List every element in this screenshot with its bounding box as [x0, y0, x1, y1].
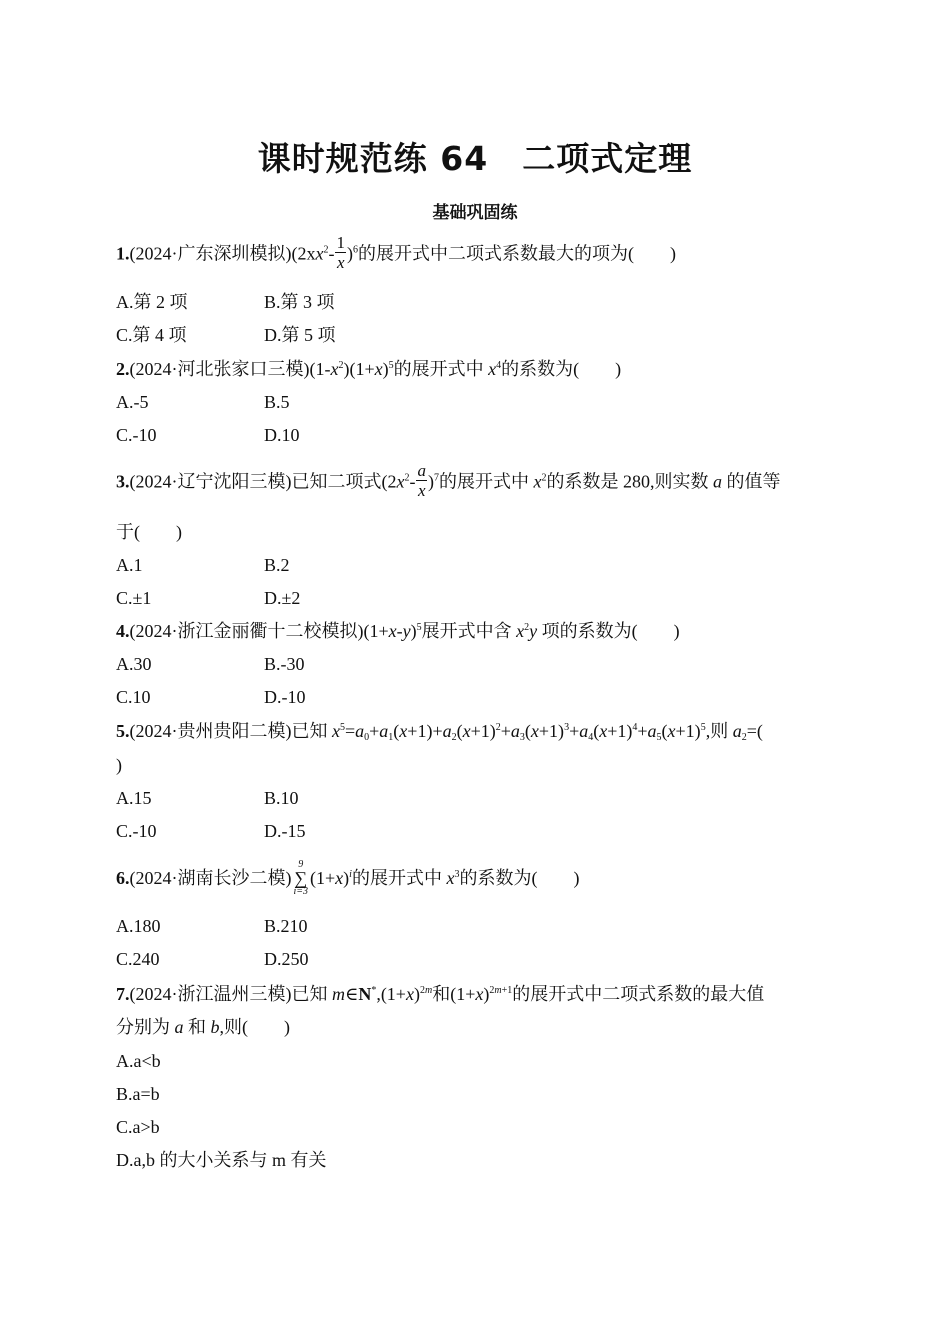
question-6: 6.(2024·湖南长沙二模) 9 ∑ i=3 $(1+x)^i$的展开式中 $x^3$的系数为( )	[116, 859, 580, 897]
option[interactable]: A.a<b	[116, 1051, 161, 1071]
page-title: 课时规范练 64 二项式定理	[257, 139, 693, 178]
option[interactable]: D.10	[264, 425, 300, 445]
question-source: (2024·浙江金丽衢十二校模拟)	[129, 621, 364, 641]
option[interactable]: A.15	[116, 788, 152, 808]
option[interactable]: D.第 5 项	[264, 325, 336, 345]
option[interactable]: B.-30	[264, 654, 305, 674]
option[interactable]: C.±1	[116, 588, 152, 608]
question-7-cont: 分别为 a 和 b,则( )	[116, 1017, 290, 1037]
option[interactable]: A.1	[116, 555, 143, 575]
question-5: 5.(2024·贵州贵阳二模)已知 $x^5=a_0+a_1(x+1)+a_2(x+1)^2+a_3(x+1)^3+a_4(x+1)^4+a_5(x+1)^5$,则 $a_2=$(	[116, 721, 763, 743]
option[interactable]: C.10	[116, 687, 151, 707]
summation: 9 ∑ i=3	[293, 859, 309, 897]
question-3-cont: 于( )	[116, 522, 182, 542]
question-7: 7.(2024·浙江温州三模)已知 $m\in N^*,(1+x)^{2m}$和$(1+x)^{2m+1}$的展开式中二项式系数的最大值	[116, 984, 765, 1004]
question-source: (2024·广东深圳模拟)	[129, 243, 292, 264]
option[interactable]: B.5	[264, 392, 290, 412]
option[interactable]: D.-15	[264, 821, 306, 841]
option[interactable]: C.a>b	[116, 1117, 160, 1137]
question-source: (2024·浙江温州三模)	[129, 984, 292, 1004]
fraction: $\frac{a}{x}$	[417, 461, 426, 500]
section-heading: 基础巩固练	[432, 203, 518, 223]
question-5-cont: )	[116, 755, 122, 775]
option[interactable]: B.10	[264, 788, 299, 808]
question-source: (2024·辽宁沈阳三模)	[129, 471, 292, 492]
option[interactable]: D.a,b 的大小关系与 m 有关	[116, 1150, 327, 1170]
question-1: 1.(2024·广东深圳模拟)($2xx^2-$ $\frac{1}{x}$ )$^6$的展开式中二项式系数最大的项为( )	[116, 233, 676, 272]
option[interactable]: B.2	[264, 555, 290, 575]
question-source: (2024·湖南长沙二模)	[129, 868, 292, 889]
option[interactable]: B.a=b	[116, 1084, 160, 1104]
option[interactable]: C.240	[116, 949, 160, 969]
option[interactable]: C.-10	[116, 821, 157, 841]
question-source: (2024·贵州贵阳二模)	[129, 721, 292, 741]
question-4: 4.(2024·浙江金丽衢十二校模拟)$(1+x-y)^5$展开式中含 $x^2y$ 项的系数为( )	[116, 621, 680, 641]
option[interactable]: D.-10	[264, 687, 306, 707]
option[interactable]: A.-5	[116, 392, 149, 412]
option[interactable]: C.-10	[116, 425, 157, 445]
question-2: 2.(2024·河北张家口三模)$(1-x^2)(1+x)^5$的展开式中 $x^4$的系数为( )	[116, 359, 622, 379]
option[interactable]: B.第 3 项	[264, 292, 335, 312]
option[interactable]: A.30	[116, 654, 152, 674]
question-source: (2024·河北张家口三模)	[129, 359, 310, 379]
option[interactable]: D.±2	[264, 588, 301, 608]
option[interactable]: A.第 2 项	[116, 292, 188, 312]
question-3: 3.(2024·辽宁沈阳三模)已知二项式($2x^2-$ $\frac{a}{x}$ )$^7$的展开式中 $x^2$的系数是 280,则实数 a 的值等	[116, 461, 781, 500]
option[interactable]: C.第 4 项	[116, 325, 187, 345]
option[interactable]: B.210	[264, 916, 308, 936]
option[interactable]: D.250	[264, 949, 309, 969]
fraction: $\frac{1}{x}$	[336, 233, 345, 272]
option[interactable]: A.180	[116, 916, 161, 936]
